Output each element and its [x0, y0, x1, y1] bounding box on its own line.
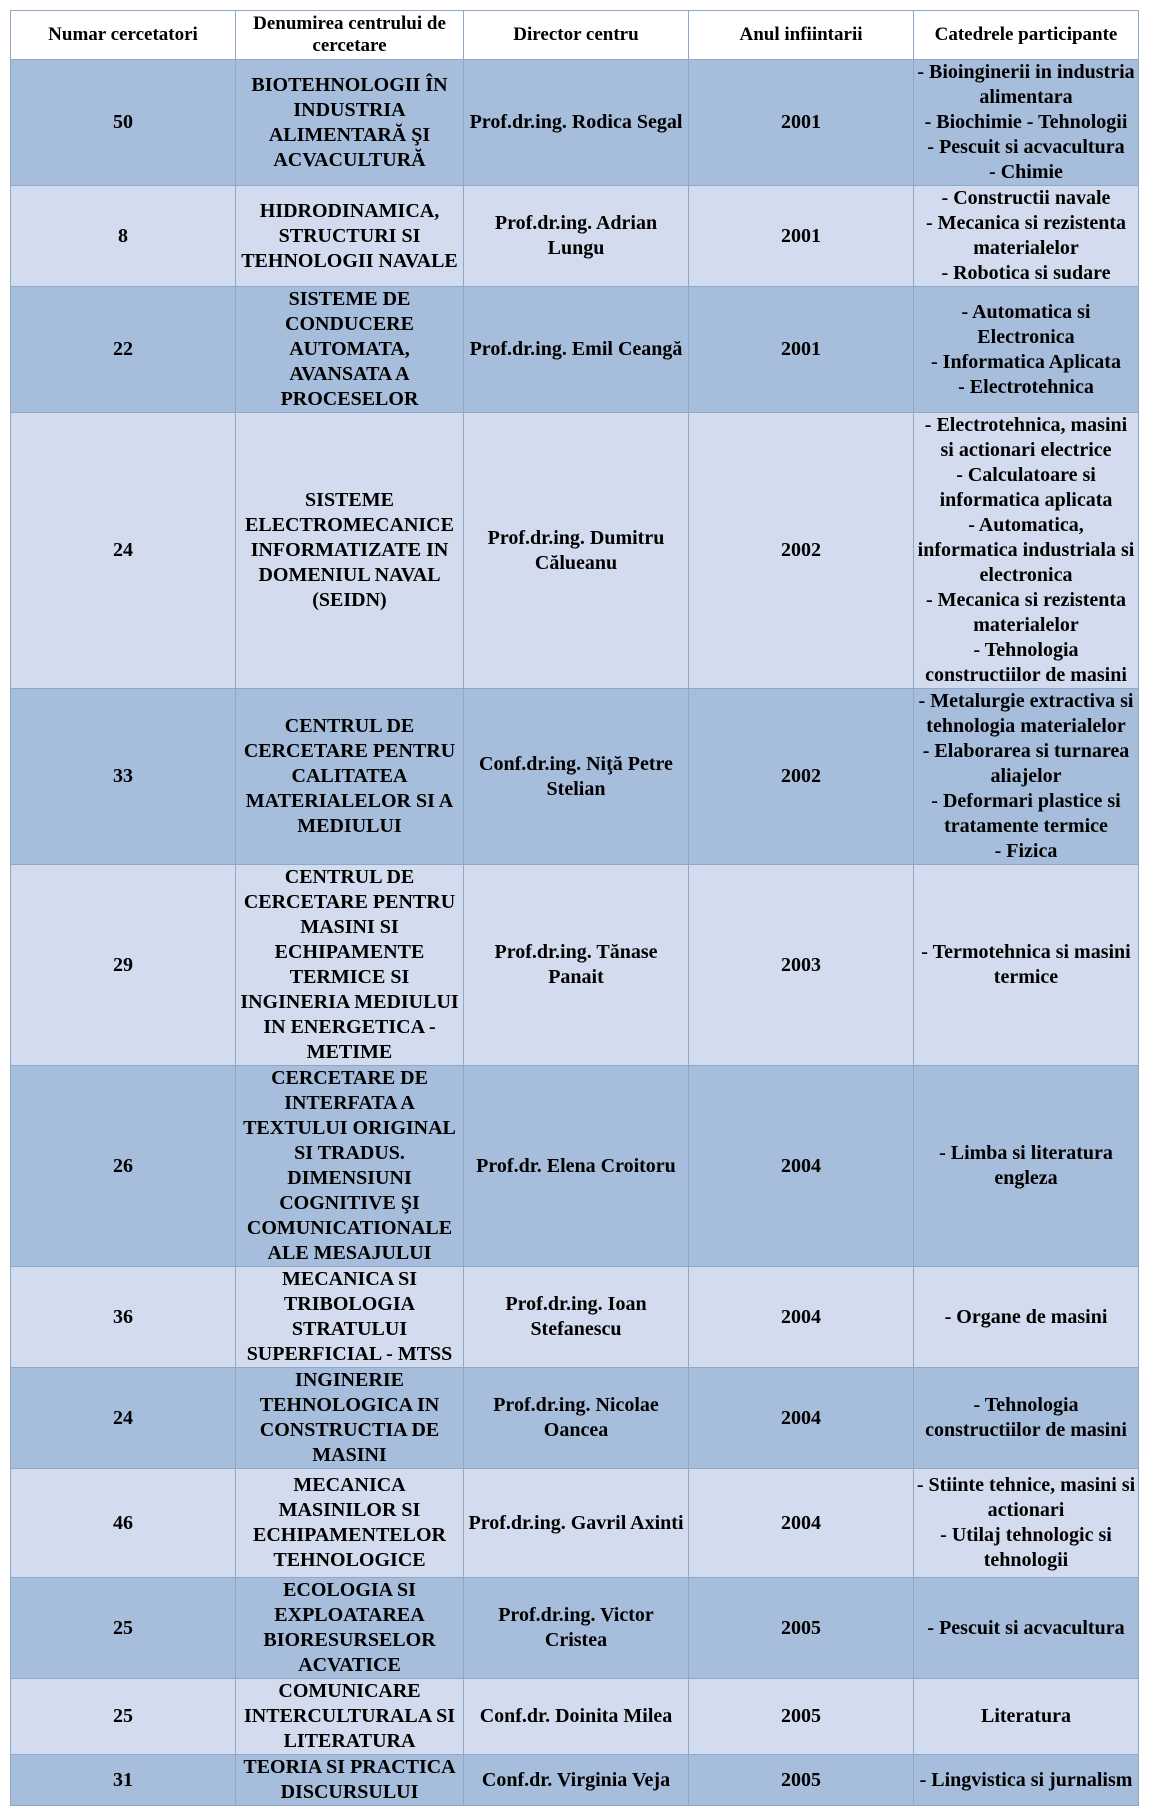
table-row: [11, 1267, 1139, 1368]
director-cell: Prof.dr.ing. Victor Cristea: [464, 1578, 689, 1679]
department-item: - Calculatoare si informatica aplicata: [939, 464, 1113, 511]
centre-name-cell: ECOLOGIA SI EXPLOATAREA BIORESURSELOR ACVATICE: [236, 1578, 464, 1679]
researchers-cell: 50: [11, 60, 236, 186]
department-item: - Elaborarea si turnarea aliajelor: [922, 740, 1130, 787]
department-item: - Pescuit si acvacultura: [927, 136, 1125, 158]
departments-cell: [914, 1469, 1139, 1578]
founding-year-cell: 2001: [689, 60, 914, 186]
table-row: [11, 1368, 1139, 1469]
founding-year-cell: 2001: [689, 287, 914, 413]
founding-year-cell: 2004: [689, 1469, 914, 1578]
founding-year-cell: 2001: [689, 186, 914, 287]
header-researchers: Numar cercetatori: [11, 11, 236, 60]
department-item: - Biochimie - Tehnologii: [924, 111, 1128, 133]
table-row: [11, 60, 1139, 186]
departments-cell: [914, 1267, 1139, 1368]
researchers-cell: 22: [11, 287, 236, 413]
founding-year-cell: 2003: [689, 865, 914, 1066]
header-row: [11, 11, 1139, 60]
centre-name-cell: INGINERIE TEHNOLOGICA IN CONSTRUCTIA DE MASINI: [236, 1368, 464, 1469]
departments-cell: [914, 60, 1139, 186]
founding-year-cell: 2005: [689, 1755, 914, 1806]
department-item: - Utilaj tehnologic si tehnologii: [940, 1524, 1112, 1571]
founding-year-cell: 2004: [689, 1267, 914, 1368]
centre-name-cell: CERCETARE DE INTERFATA A TEXTULUI ORIGINAL SI TRADUS. DIMENSIUNI COGNITIVE ŞI COMUNICATIONALE ALE MESAJULUI: [236, 1066, 464, 1267]
department-item: - Limba si literatura engleza: [939, 1142, 1113, 1189]
researchers-cell: 31: [11, 1755, 236, 1806]
founding-year-cell: 2005: [689, 1578, 914, 1679]
centre-name-cell: HIDRODINAMICA, STRUCTURI SI TEHNOLOGII NAVALE: [236, 186, 464, 287]
director-cell: Prof.dr.ing. Ioan Stefanescu: [464, 1267, 689, 1368]
table-row: [11, 1578, 1139, 1679]
director-cell: Prof.dr.ing. Tănase Panait: [464, 865, 689, 1066]
table-row: [11, 1755, 1139, 1806]
header-centre-name: Denumirea centrului de cercetare: [236, 11, 464, 60]
centre-name-cell: COMUNICARE INTERCULTURALA SI LITERATURA: [236, 1679, 464, 1755]
departments-cell: [914, 1368, 1139, 1469]
departments-cell: [914, 865, 1139, 1066]
researchers-cell: 29: [11, 865, 236, 1066]
founding-year-cell: 2004: [689, 1368, 914, 1469]
centre-name-cell: CENTRUL DE CERCETARE PENTRU CALITATEA MATERIALELOR SI A MEDIULUI: [236, 689, 464, 865]
research-centres-table: [10, 10, 1139, 1806]
department-item: - Stiinte tehnice, masini si actionari: [916, 1474, 1136, 1521]
department-item: - Bioinginerii in industria alimentara: [917, 61, 1135, 108]
department-item: - Automatica si Electronica: [961, 300, 1091, 348]
table-body: [11, 60, 1139, 1806]
director-cell: Conf.dr. Virginia Veja: [464, 1755, 689, 1806]
director-cell: Conf.dr. Doinita Milea: [464, 1679, 689, 1755]
department-item: - Informatica Aplicata: [931, 350, 1121, 373]
founding-year-cell: 2004: [689, 1066, 914, 1267]
director-cell: Prof.dr.ing. Rodica Segal: [464, 60, 689, 186]
researchers-cell: 46: [11, 1469, 236, 1578]
centre-name-cell: SISTEME DE CONDUCERE AUTOMATA, AVANSATA A PROCESELOR: [236, 287, 464, 413]
researchers-cell: 36: [11, 1267, 236, 1368]
department-item: - Automatica, informatica industriala si electronica: [917, 514, 1135, 586]
table-row: [11, 865, 1139, 1066]
department-item: - Constructii navale: [941, 187, 1111, 209]
department-item: - Tehnologia constructiilor de masini: [925, 1394, 1127, 1441]
department-item: - Robotica si sudare: [941, 262, 1111, 284]
department-item: Literatura: [981, 1705, 1071, 1727]
researchers-cell: 25: [11, 1578, 236, 1679]
department-item: - Mecanica si rezistenta materialelor: [925, 589, 1127, 636]
table-row: [11, 186, 1139, 287]
centre-name-cell: MECANICA SI TRIBOLOGIA STRATULUI SUPERFICIAL - MTSS: [236, 1267, 464, 1368]
department-item: - Mecanica si rezistenta materialelor: [925, 212, 1127, 259]
founding-year-cell: 2002: [689, 689, 914, 865]
director-cell: Prof.dr.ing. Adrian Lungu: [464, 186, 689, 287]
departments-cell: [914, 1679, 1139, 1755]
table-row: [11, 1469, 1139, 1578]
centre-name-cell: MECANICA MASINILOR SI ECHIPAMENTELOR TEHNOLOGICE: [236, 1469, 464, 1578]
department-item: - Lingvistica si jurnalism: [919, 1768, 1133, 1791]
centre-name-cell: CENTRUL DE CERCETARE PENTRU MASINI SI ECHIPAMENTE TERMICE SI INGINERIA MEDIULUI IN ENERGETICA - METIME: [236, 865, 464, 1066]
centre-name-cell: BIOTEHNOLOGII ÎN INDUSTRIA ALIMENTARĂ ŞI ACVACULTURĂ: [236, 60, 464, 186]
table-row: [11, 689, 1139, 865]
department-item: - Termotehnica si masini termice: [921, 941, 1131, 988]
researchers-cell: 26: [11, 1066, 236, 1267]
research-centres-document: [10, 10, 1138, 1806]
departments-cell: [914, 287, 1139, 413]
header-founding-year: Anul infiintarii: [689, 11, 914, 60]
departments-cell: [914, 689, 1139, 865]
header-director: Director centru: [464, 11, 689, 60]
departments-cell: [914, 186, 1139, 287]
table-header: [11, 11, 1139, 60]
department-item: - Tehnologia constructiilor de masini: [925, 639, 1127, 686]
departments-cell: [914, 1578, 1139, 1679]
departments-cell: [914, 413, 1139, 689]
table-row: [11, 287, 1139, 413]
director-cell: Conf.dr.ing. Niţă Petre Stelian: [464, 689, 689, 865]
department-item: - Deformari plastice si tratamente termice: [931, 790, 1121, 837]
researchers-cell: 33: [11, 689, 236, 865]
director-cell: Prof.dr. Elena Croitoru: [464, 1066, 689, 1267]
director-cell: Prof.dr.ing. Gavril Axinti: [464, 1469, 689, 1578]
table-row: [11, 1066, 1139, 1267]
department-item: - Chimie: [989, 161, 1063, 183]
director-cell: Prof.dr.ing. Dumitru Călueanu: [464, 413, 689, 689]
founding-year-cell: 2005: [689, 1679, 914, 1755]
founding-year-cell: 2002: [689, 413, 914, 689]
researchers-cell: 24: [11, 413, 236, 689]
department-item: - Pescuit si acvacultura: [927, 1616, 1125, 1639]
director-cell: Prof.dr.ing. Nicolae Oancea: [464, 1368, 689, 1469]
table-row: [11, 1679, 1139, 1755]
centre-name-cell: TEORIA SI PRACTICA DISCURSULUI: [236, 1755, 464, 1806]
table-row: [11, 413, 1139, 689]
department-item: - Metalurgie extractiva si tehnologia materialelor: [918, 690, 1134, 737]
department-item: - Fizica: [994, 840, 1058, 862]
departments-cell: [914, 1066, 1139, 1267]
departments-cell: [914, 1755, 1139, 1806]
researchers-cell: 24: [11, 1368, 236, 1469]
centre-name-cell: SISTEME ELECTROMECANICE INFORMATIZATE IN DOMENIUL NAVAL (SEIDN): [236, 413, 464, 689]
researchers-cell: 8: [11, 186, 236, 287]
researchers-cell: 25: [11, 1679, 236, 1755]
department-item: - Electrotehnica: [958, 375, 1094, 398]
department-item: - Electrotehnica, masini si actionari electrice: [924, 414, 1128, 461]
department-item: - Organe de masini: [944, 1305, 1108, 1328]
header-departments: Catedrele participante: [914, 11, 1139, 60]
director-cell: Prof.dr.ing. Emil Ceangă: [464, 287, 689, 413]
